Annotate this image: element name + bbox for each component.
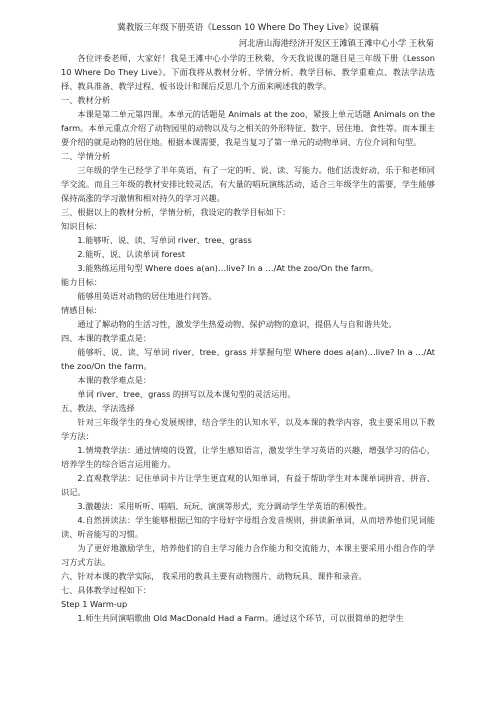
list-item: 3.能熟练运用句型 Where does a(an)…live? In a …/At the zoo/On the farm。 bbox=[77, 263, 379, 273]
section-heading: 一、教材分析 bbox=[61, 95, 111, 105]
section-heading: 四、本课的教学重点是： bbox=[61, 333, 152, 343]
document-body bbox=[61, 51, 435, 625]
list-item: 1.情境教学法：通过情境的设置，让学生感知语言，激发学生学习英语的兴趣，增强学习的信心，培养学生的综合语言运用能力。 bbox=[61, 445, 435, 469]
document-title: 冀教版三年级下册英语《Lesson 10 Where Do They Live》说课稿 bbox=[117, 23, 379, 33]
section-heading: 三、根据以上的教材分析，学情分析，我设定的教学目标如下： bbox=[61, 207, 291, 217]
list-item: 4.自然拼读法：学生能够根据已知的字母好字母组合发音规则，拼读新单词，从而培养他们见词能读、听音能写的习惯。 bbox=[61, 515, 435, 539]
paragraph: 三年级的学生已经学了半年英语，有了一定的听、说、读、写能力。他们活泼好动，乐于和老师同学交流。而且三年级的教材安排比较灵活，有大量的唱玩演练活动，适合三年级学生的需要，学生能够保持高涨的学习激情和相对持久的学习兴趣。 bbox=[61, 165, 435, 203]
sub-heading: 知识目标： bbox=[61, 221, 102, 231]
paragraph: 能够听、说、读、写单词 river、tree、grass 并掌握句型 Where does a(an)…live? In a …/At the zoo/On the farm。 bbox=[61, 347, 435, 371]
section-heading: 五、教法、学法选择 bbox=[61, 403, 135, 413]
list-item: 2.直观教学法：记住单词卡片让学生更直观的认知单词，有益于帮助学生对本课单词拼音、拼音、识记。 bbox=[61, 473, 435, 497]
paragraph: 本课是第二单元第四课。本单元的话题是 Animals at the zoo，紧接上单元话题 Animals on the farm。本单元重点介绍了动物园里的动物以及与之相关的外形特征、数字、居住地、食性等。而本课主要介绍的就是动物的居住地。根据本课需要，我是当复习了第一单元的动物单词、方位介词和句型。 bbox=[61, 109, 435, 147]
list-item: 1.能够听、说、读、写单词 river、tree、grass bbox=[77, 235, 252, 245]
section-heading: 七、具体教学过程如下： bbox=[61, 585, 152, 595]
section-heading: 二、学情分析 bbox=[61, 151, 111, 161]
paragraph-intro: 各位评委老师，大家好！我是王滩中心小学的王秋菊，今天我说课的题目是三年级下册《Lesson 10 Where Do They Live》。下面我将从教材分析、学情分析、教学目标、教学重难点、教法学法选择、教具准备、教学过程、板书设计和课后反思几个方面来阐述我的教学。 bbox=[61, 53, 435, 91]
step-heading: Step 1 Warm-up bbox=[61, 599, 128, 609]
paragraph: 1.师生共同演唱歌曲 Old MacDonald Had a Farm。通过这个环节，可以很简单的把学生 bbox=[77, 613, 404, 623]
list-item: 3.激趣法：采用听听、唱唱、玩玩、演演等形式，充分调动学生学英语的积极性。 bbox=[77, 501, 372, 511]
paragraph: 为了更好地激励学生，培养他们的自主学习能力合作能力和交流能力，本课主要采用小组合作的学习方式方法。 bbox=[61, 543, 435, 567]
list-item: 2.能听、说、认读单词 forest bbox=[77, 249, 186, 259]
list-item: 通过了解动物的生活习性，激发学生热爱动物、保护动物的意识，提倡人与自和谐共处。 bbox=[77, 319, 397, 329]
section-heading: 六、针对本课的教学实际， 我采用的教具主要有动物图片、动物玩具、课件和录音。 bbox=[61, 571, 367, 581]
paragraph: 单词 river、tree、grass 的拼写以及本课句型的灵活运用。 bbox=[77, 389, 296, 399]
sub-heading: 能力目标： bbox=[61, 277, 102, 287]
author-line: 河北唐山海港经济开发区王滩镇王滩中心小学 王秋菊 bbox=[238, 38, 434, 48]
sub-heading: 情感目标： bbox=[61, 305, 102, 315]
list-item: 能够用英语对动物的居住地进行问答。 bbox=[77, 291, 217, 301]
sub-heading: 本课的教学难点是： bbox=[77, 375, 152, 385]
paragraph: 针对三年级学生的身心发展规律，结合学生的认知水平，以及本课的教学内容，我主要采用以下教学方法： bbox=[61, 417, 435, 441]
